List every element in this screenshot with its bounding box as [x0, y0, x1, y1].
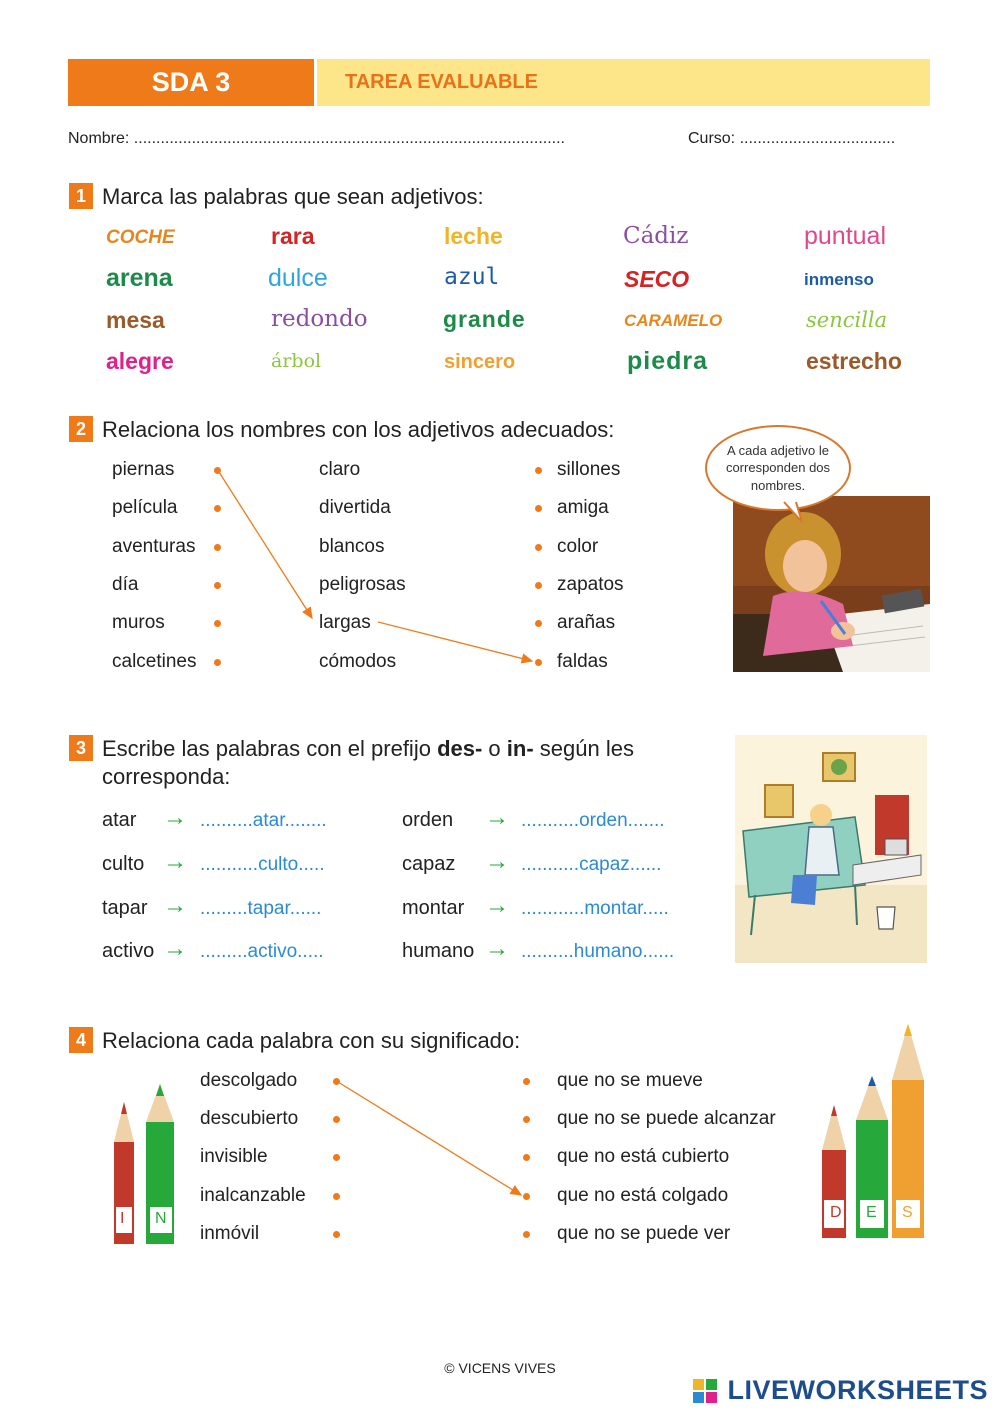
- exercise-1-question: Marca las palabras que sean adjetivos:: [102, 184, 484, 209]
- prefix-word: descolgado: [200, 1070, 298, 1091]
- word-option[interactable]: azul: [444, 264, 500, 290]
- answer-field[interactable]: ..........humano......: [521, 941, 675, 962]
- green-arrow-icon: →: [485, 848, 509, 875]
- hint-speech-bubble: A cada adjetivo le corresponden dos nombres.: [705, 425, 851, 511]
- boy-desk-illustration: [735, 735, 927, 963]
- sda-title: SDA 3: [68, 59, 314, 106]
- task-title: TAREA EVALUABLE: [314, 59, 930, 106]
- word-option[interactable]: CARAMELO: [624, 311, 723, 330]
- base-word: atar: [102, 809, 137, 831]
- noun-item: día: [112, 574, 139, 595]
- word-option[interactable]: arena: [106, 264, 173, 292]
- liveworksheets-logo-icon: [693, 1379, 717, 1408]
- base-word: orden: [402, 809, 454, 831]
- prefix-in: in-: [506, 736, 534, 761]
- exercise-3-question-line2: corresponda:: [102, 764, 231, 789]
- green-arrow-icon: →: [163, 804, 187, 831]
- noun-item: aventuras: [112, 536, 196, 557]
- exercise-4-number: 4: [69, 1027, 93, 1053]
- exercise-1-number: 1: [69, 183, 93, 209]
- word-option[interactable]: sencilla: [806, 308, 888, 332]
- word-option[interactable]: dulce: [268, 264, 328, 292]
- exercise-2-question: Relaciona los nombres con los adjetivos adecuados:: [102, 417, 615, 442]
- word-option[interactable]: SECO: [624, 266, 690, 292]
- green-arrow-icon: →: [485, 804, 509, 831]
- noun2-item: zapatos: [557, 574, 624, 595]
- word-option[interactable]: COCHE: [106, 227, 175, 248]
- base-word: culto: [102, 853, 145, 875]
- noun-item: película: [112, 497, 178, 518]
- base-word: activo: [102, 940, 155, 962]
- exercise-4-question: Relaciona cada palabra con su significado:: [102, 1028, 521, 1053]
- exercise-3-number: 3: [69, 735, 93, 761]
- pencil-letter: S: [902, 1204, 913, 1221]
- pencil-letter: D: [830, 1204, 842, 1221]
- liveworksheets-brand[interactable]: LIVEWORKSHEETS: [727, 1375, 988, 1405]
- green-arrow-icon: →: [163, 935, 187, 962]
- word-option[interactable]: mesa: [106, 307, 165, 333]
- copyright-footer: © VICENS VIVES: [444, 1360, 556, 1376]
- green-arrow-icon: →: [485, 935, 509, 962]
- pencil-letter: N: [155, 1210, 167, 1227]
- meaning-item: que no se puede alcanzar: [557, 1108, 776, 1129]
- answer-field[interactable]: .........tapar......: [200, 898, 322, 919]
- answer-field[interactable]: ...........culto.....: [200, 854, 325, 875]
- word-option[interactable]: alegre: [106, 348, 174, 374]
- exercise-2-number: 2: [69, 416, 93, 442]
- exercise-3-question: Escribe las palabras con el prefijo des- o in- según les: [102, 736, 634, 761]
- adjective-item[interactable]: divertida: [319, 497, 391, 518]
- prefix-word: invisible: [200, 1146, 268, 1167]
- green-arrow-icon: →: [163, 848, 187, 875]
- course-field[interactable]: Curso: ...................................: [688, 130, 896, 147]
- answer-field[interactable]: .........activo.....: [200, 941, 324, 962]
- base-word: humano: [402, 940, 475, 962]
- example-arrow: [338, 1082, 521, 1195]
- pencil-letter: I: [120, 1210, 125, 1227]
- green-arrow-icon: →: [163, 892, 187, 919]
- noun2-item: arañas: [557, 612, 616, 633]
- word-option[interactable]: puntual: [804, 222, 887, 250]
- word-option[interactable]: redondo: [271, 306, 368, 332]
- noun-item: muros: [112, 612, 165, 633]
- word-option[interactable]: rara: [271, 223, 315, 249]
- adjective-item[interactable]: cómodos: [319, 651, 397, 672]
- base-word: capaz: [402, 853, 456, 875]
- meaning-item: que no se mueve: [557, 1070, 703, 1091]
- name-field[interactable]: Nombre: .................................................................................................: [68, 130, 565, 147]
- word-option[interactable]: piedra: [627, 347, 709, 375]
- noun2-item: sillones: [557, 459, 621, 480]
- noun2-item: color: [557, 536, 599, 557]
- noun2-item: faldas: [557, 651, 608, 672]
- adjective-item[interactable]: blancos: [319, 536, 385, 557]
- answer-field[interactable]: ............montar.....: [521, 898, 669, 919]
- answer-field[interactable]: ...........orden.......: [521, 810, 665, 831]
- meaning-item: que no está colgado: [557, 1185, 729, 1206]
- adjective-item[interactable]: claro: [319, 459, 361, 480]
- prefix-des: des-: [437, 736, 483, 761]
- answer-field[interactable]: ...........capaz......: [521, 854, 662, 875]
- word-option[interactable]: grande: [443, 306, 526, 332]
- example-arrow: [219, 472, 312, 618]
- prefix-word: descubierto: [200, 1108, 299, 1129]
- word-option[interactable]: árbol: [271, 350, 322, 372]
- meaning-item: que no está cubierto: [557, 1146, 730, 1167]
- girl-writing-photo: [733, 496, 930, 672]
- word-option[interactable]: inmenso: [804, 270, 874, 289]
- noun-item: piernas: [112, 459, 175, 480]
- adjective-item[interactable]: peligrosas: [319, 574, 406, 595]
- adjective-item[interactable]: largas: [319, 612, 371, 633]
- green-arrow-icon: →: [485, 892, 509, 919]
- example-arrow: [378, 622, 532, 661]
- noun-item: calcetines: [112, 651, 197, 672]
- prefix-word: inalcanzable: [200, 1185, 306, 1206]
- prefix-word: inmóvil: [200, 1223, 260, 1244]
- bubble-tail: [780, 500, 810, 530]
- answer-field[interactable]: ..........atar........: [200, 810, 327, 831]
- word-option[interactable]: leche: [444, 223, 503, 249]
- base-word: montar: [402, 897, 465, 919]
- meaning-item: que no se puede ver: [557, 1223, 731, 1244]
- base-word: tapar: [102, 897, 148, 919]
- word-option[interactable]: estrecho: [806, 348, 902, 374]
- pencil-letter: E: [866, 1204, 877, 1221]
- noun2-item: amiga: [557, 497, 609, 518]
- word-option[interactable]: sincero: [444, 351, 516, 373]
- word-option[interactable]: Cádiz: [623, 223, 689, 249]
